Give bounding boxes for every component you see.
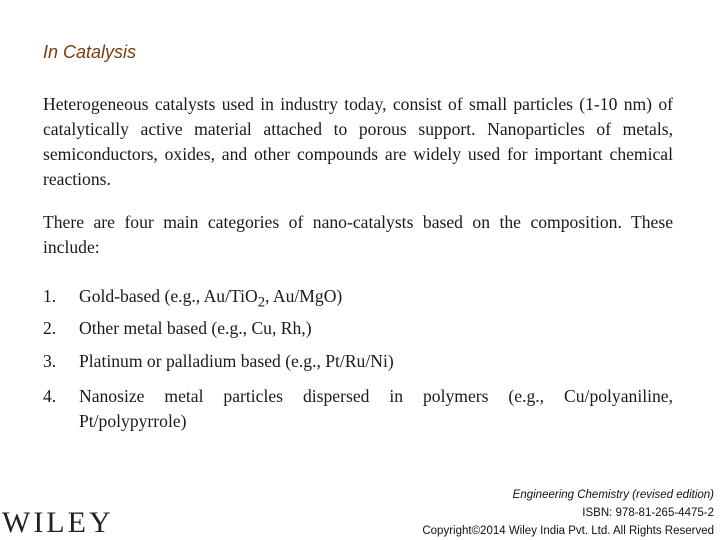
copyright: Copyright©2014 Wiley India Pvt. Ltd. All Rights Reserved (422, 525, 714, 537)
list-text: Platinum or palladium based (e.g., Pt/Ru/Ni) (79, 351, 394, 371)
wiley-logo: WILEY (2, 506, 114, 539)
list-text: Nanosize metal particles dispersed in polymers (e.g., Cu/polyaniline, Pt/polypyrrole) (79, 386, 673, 431)
list-text-main: Gold-based (e.g., Au/TiO (79, 286, 258, 306)
list-text (79, 284, 673, 316)
list-item (43, 284, 673, 316)
section-heading: In Catalysis (43, 42, 137, 62)
list-number: 2. (43, 318, 57, 338)
list-text-tail: , Au/MgO) (265, 286, 343, 306)
list-number: 1. (43, 286, 57, 306)
paragraph-intro: Heterogeneous catalysts used in industry today, consist of small particles (1-10 nm) of catalytically active material attached to porous support. Nanoparticles of metals, semiconductors, oxides, and other compounds are widely used for important chemical reactions. (43, 94, 673, 189)
subscript: 2 (257, 294, 266, 311)
list-item (43, 316, 673, 341)
isbn: ISBN: 978-81-265-4475-2 (582, 507, 714, 519)
book-title: Engineering Chemistry (revised edition) (512, 489, 714, 501)
list-number: 4. (43, 386, 57, 406)
footer-credits (422, 486, 714, 540)
list-item (43, 384, 673, 434)
list-item (43, 349, 673, 374)
list-text: Other metal based (e.g., Cu, Rh,) (79, 318, 312, 338)
list-number: 3. (43, 351, 57, 371)
paragraph-categories: There are four main categories of nano-catalysts based on the composition. These include: (43, 212, 673, 257)
